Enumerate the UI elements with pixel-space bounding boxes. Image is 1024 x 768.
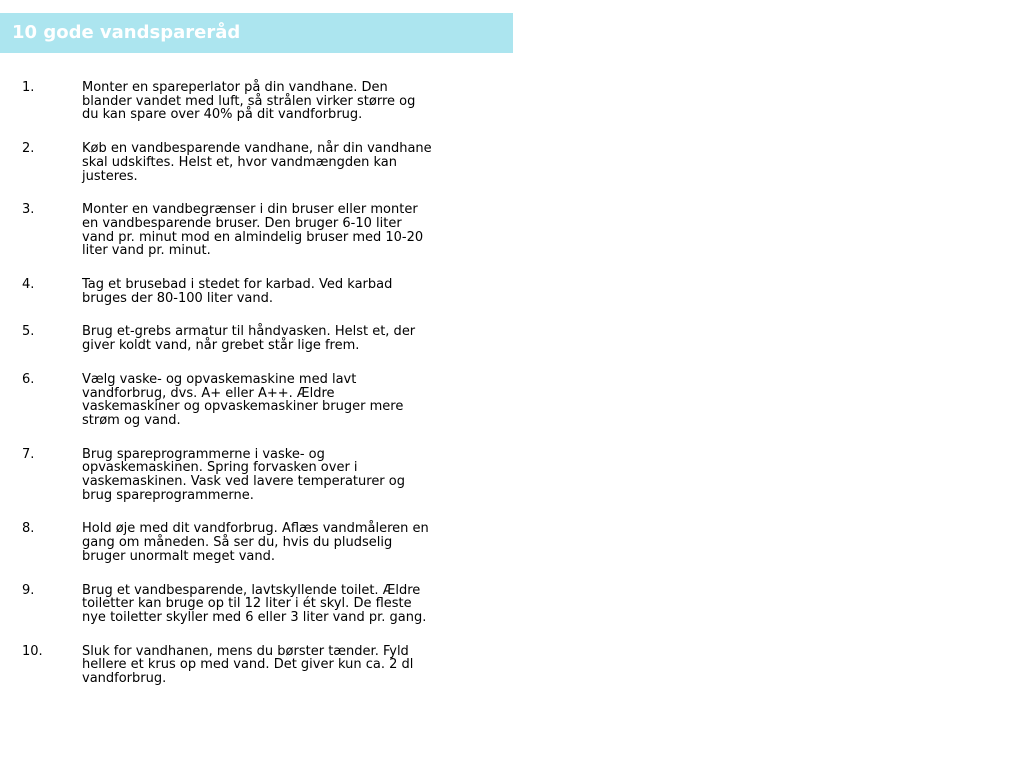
list-item-number: 4. bbox=[22, 277, 35, 293]
list-item-text-line: vaskemaskiner og opvaskemaskiner bruger mere bbox=[82, 399, 404, 415]
list-item-text-line: Vælg vaske- og opvaskemaskine med lavt bbox=[82, 371, 357, 387]
list-item-text-line: Hold øje med dit vandforbrug. Aflæs vandmåleren en bbox=[82, 521, 429, 537]
list-item-text-line: Brug et-grebs armatur til håndvasken. Helst et, der bbox=[82, 324, 416, 340]
list-item-number: 10. bbox=[22, 643, 43, 659]
list-item-text-line: brug spareprogrammerne. bbox=[82, 487, 254, 503]
list-item-text-line: toiletter kan bruge op til 12 liter i ét skyl. De fleste bbox=[82, 596, 412, 612]
list-item-text bbox=[82, 522, 472, 563]
list-item-text bbox=[82, 203, 472, 258]
list-item-text bbox=[82, 278, 472, 305]
list-item-number: 3. bbox=[22, 202, 35, 218]
list-item-text-line: giver koldt vand, når grebet står lige frem. bbox=[82, 338, 360, 354]
list-item-text-line: gang om måneden. Så ser du, hvis du pludselig bbox=[82, 535, 393, 551]
list-item-text-line: Monter en spareperlator på din vandhane. Den bbox=[82, 80, 388, 95]
tips-list bbox=[0, 81, 500, 706]
list-item-text-line: strøm og vand. bbox=[82, 412, 181, 428]
list-item-text bbox=[82, 373, 472, 428]
list-item-text-line: en vandbesparende bruser. Den bruger 6-10 liter bbox=[82, 215, 402, 231]
list-item-number: 9. bbox=[22, 582, 35, 598]
list-item-text-line: hellere et krus op med vand. Det giver kun ca. 2 dl bbox=[82, 657, 414, 673]
list-item-text-line: vaskemaskinen. Vask ved lavere temperaturer og bbox=[82, 474, 405, 490]
list-item-number: 1. bbox=[22, 80, 35, 95]
list-item-number: 2. bbox=[22, 141, 35, 157]
list-item-text-line: vandforbrug. bbox=[82, 671, 167, 687]
list-item bbox=[0, 522, 500, 563]
list-item-text-line: justeres. bbox=[82, 168, 138, 184]
list-item-text bbox=[82, 325, 472, 352]
list-item-text-line: Køb en vandbesparende vandhane, når din vandhane bbox=[82, 141, 432, 157]
list-item-text-line: bruges der 80-100 liter vand. bbox=[82, 290, 273, 306]
list-item bbox=[0, 278, 500, 305]
list-item-number: 7. bbox=[22, 446, 35, 462]
list-item-number: 6. bbox=[22, 371, 35, 387]
list-item bbox=[0, 142, 500, 183]
page-title: 10 gode vandspareråd bbox=[12, 22, 241, 43]
list-item-text-line: skal udskiftes. Helst et, hvor vandmængden kan bbox=[82, 154, 397, 170]
list-item-text-line: bruger unormalt meget vand. bbox=[82, 548, 276, 564]
list-item-text bbox=[82, 448, 472, 503]
list-item-text bbox=[82, 81, 472, 122]
list-item-text-line: du kan spare over 40% på dit vandforbrug. bbox=[82, 107, 363, 123]
list-item-text-line: Brug spareprogrammerne i vaske- og bbox=[82, 446, 325, 462]
list-item bbox=[0, 81, 500, 122]
list-item-text-line: Monter en vandbegrænser i din bruser eller monter bbox=[82, 202, 418, 218]
list-item-text bbox=[82, 142, 472, 183]
title-bar bbox=[0, 13, 513, 53]
list-item-text-line: opvaskemaskinen. Spring forvasken over i bbox=[82, 460, 358, 476]
list-item bbox=[0, 584, 500, 625]
list-item-text-line: Brug et vandbesparende, lavtskyllende toilet. Ældre bbox=[82, 582, 421, 598]
list-item bbox=[0, 325, 500, 352]
list-item bbox=[0, 203, 500, 258]
list-item bbox=[0, 448, 500, 503]
list-item-text-line: vand pr. minut mod en almindelig bruser med 10-20 bbox=[82, 229, 424, 245]
list-item-text-line: Sluk for vandhanen, mens du børster tænder. Fyld bbox=[82, 643, 409, 659]
list-item-text bbox=[82, 645, 472, 686]
list-item-text-line: nye toiletter skyller med 6 eller 3 liter vand pr. gang. bbox=[82, 609, 427, 625]
list-item-number: 8. bbox=[22, 521, 35, 537]
list-item-text-line: vandforbrug, dvs. A+ eller A++. Ældre bbox=[82, 385, 335, 401]
list-item-text-line: Tag et brusebad i stedet for karbad. Ved karbad bbox=[82, 277, 393, 293]
list-item-text-line: blander vandet med luft, så strålen virker større og bbox=[82, 93, 416, 109]
list-item-text bbox=[82, 584, 472, 625]
list-item-number: 5. bbox=[22, 324, 35, 340]
list-item bbox=[0, 373, 500, 428]
list-item bbox=[0, 645, 500, 686]
list-item-text-line: liter vand pr. minut. bbox=[82, 243, 211, 259]
